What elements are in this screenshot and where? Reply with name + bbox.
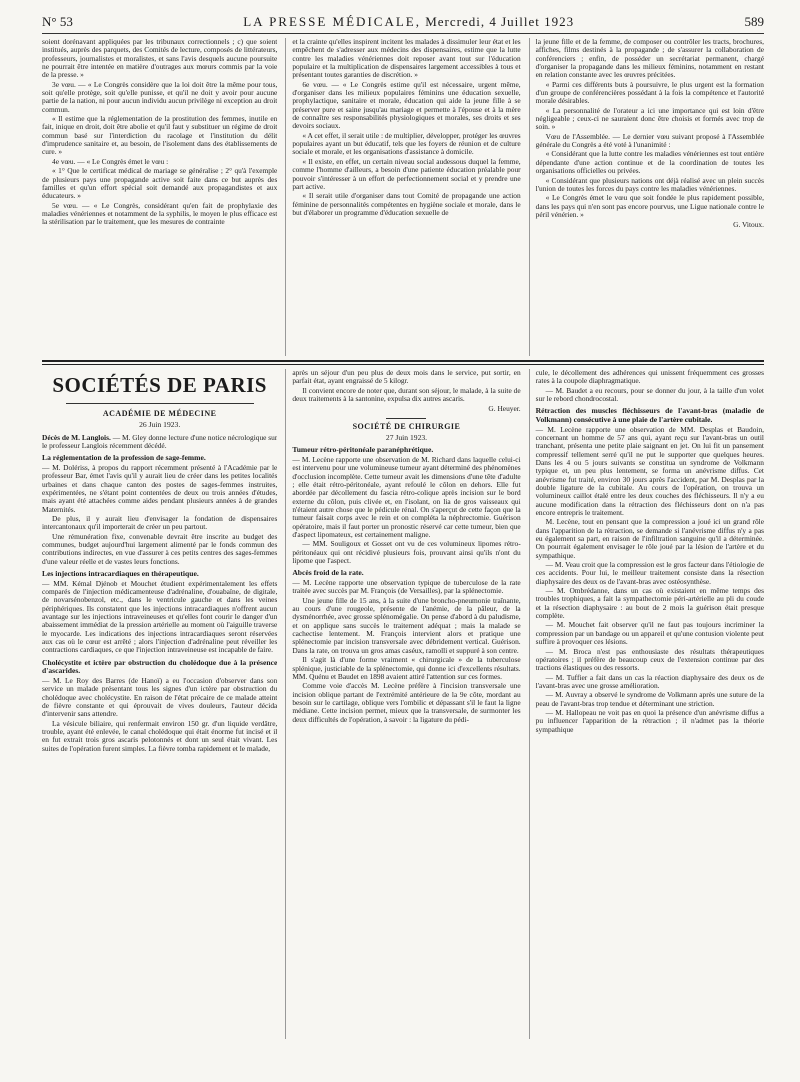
paragraph: Comme voie d'accès M. Lecène préfère à l'incision transversale une incision oblique partant de l'extrémité antérieure de la 9e côte, mordant au besoin sur le cartilage, oblique vers l'ombilic et dépassant s'il le faut la ligne médiane. Cette incision permet, mieux que la transversale, de surmonter les deux difficultés de l'opération, à savoir : la ligature du pédi- bbox=[292, 681, 521, 724]
paragraph: « Considérant que plusieurs nations ont déjà réalisé avec un plein succès l'union de toutes les forces du pays contre les maladies vénériennes. bbox=[535, 175, 764, 193]
signature: G. Vitoux. bbox=[733, 220, 764, 230]
section-divider-thin bbox=[42, 364, 764, 365]
journal-name: LA PRESSE MÉDICALE, bbox=[243, 14, 421, 29]
paragraph: De plus, il y aurait lieu d'envisager la fondation de dispensaires intercantonaux qu'il importerait de créer un peu partout. bbox=[42, 514, 278, 532]
article-text: — M. Gley donne lecture d'une notice nécrologique sur le professeur Langlois récemment décédé. bbox=[42, 432, 278, 451]
session-date: 26 Juin 1923. bbox=[139, 420, 181, 430]
article-heading: Décès de M. Langlois. bbox=[42, 432, 111, 442]
society-title: SOCIÉTÉ DE CHIRURGIE bbox=[352, 421, 461, 431]
article-heading: La réglementation de la profession de sage-femme. bbox=[42, 453, 206, 463]
paragraph: — MM. Kémal Djénob et Mouchet étudient expérimentalement les effets comparés de l'injection médicamenteuse d'adrénaline, d'ouabaïne, de digitale, de novarsénobenzol, etc., dans le ventricule gauche et dans les veines périphériques. Ils constatent que les injections intracardiaques n'offrent aucun avantage sur les injections intraveineuses et qu'elles font courir le danger d'un abaissement immédiat de la pression artérielle au moment où l'aiguille traverse le myocarde. Les indications des injections intracardiaques seront réservées aux cas où le cœur est arrêté ; alors l'injection d'adrénaline peut réveiller les contractions cardiaques, ce que l'injection intraveineuse est incapable de faire. bbox=[42, 578, 278, 655]
paragraph: — M. Baudet a eu recours, pour se donner du jour, à la taille d'un volet sur le rebord chondrocostal. bbox=[535, 385, 764, 404]
paragraph: Vœu de l'Assemblée. — Le dernier vœu suivant proposé à l'Assemblée générale du Congrès a été voté à l'unanimité : bbox=[535, 131, 764, 150]
article-heading: Cholécystite et ictère par obstruction du cholédoque due à la présence d'ascarides. bbox=[42, 657, 278, 676]
paragraph: — M. Le Roy des Barres (de Hanoï) a eu l'occasion d'observer dans son service un malade présentant tous les signes d'un ictère par obstruction du cholédoque avec cholécystite. En raison de l'état précaire de ce malade atteint de fièvre constante et qui éprouvait de vives douleurs, l'auteur décida d'intervenir sans attendre. bbox=[42, 675, 278, 719]
bottom-column-1 bbox=[42, 369, 277, 1039]
journal-title-line bbox=[243, 14, 574, 30]
bottom-column-2 bbox=[285, 369, 520, 1039]
page-header bbox=[42, 14, 764, 34]
paragraph: Il s'agit là d'une forme vraiment « chirurgicale » de la tuberculose splénique, justiciable de la splénectomie, qui donne ici d'excellents résultats. MM. Quénu et Baudet en 1898 avaient attiré l'attention sur ces formes. bbox=[292, 655, 521, 681]
society-title: ACADÉMIE DE MÉDECINE bbox=[102, 409, 217, 418]
bottom-column-3 bbox=[529, 369, 764, 1039]
top-column-2 bbox=[285, 38, 520, 356]
top-columns bbox=[42, 38, 764, 356]
top-column-1 bbox=[42, 38, 277, 356]
short-rule bbox=[386, 418, 426, 419]
paragraph: — MM. Souligoux et Gosset ont vu de ces volumineux lipomes rétro-péritonéaux qui ont récidivé plusieurs fois, prouvant ainsi qu'ils n'ont du lipome que l'aspect. bbox=[292, 539, 521, 566]
paragraph: — M. Ombrédanne, dans un cas où existaient en même temps des troubles trophiques, a fait la sympathectomie péri-artérielle au pli du coude et la résection diaphysaire : au bout de 2 mois la guérison était presque complète. bbox=[535, 586, 764, 621]
top-column-3 bbox=[529, 38, 764, 356]
issue-date: Mercredi, 4 Juillet 1923 bbox=[425, 14, 575, 29]
paragraph: 5e vœu. — « Le Congrès, considérant qu'en fait de prophylaxie des maladies vénériennes et notamment de la syphilis, le moyen le plus efficace est la stérilisation par le traitement, que les mesures de contrainte bbox=[42, 200, 278, 227]
paragraph: — M. Mouchet fait observer qu'il ne faut pas toujours incriminer la compression par un bandage ou un appareil et qu'une contusion violente peut suffire à provoquer ces lésions. bbox=[535, 620, 764, 647]
page-number: 589 bbox=[744, 14, 764, 29]
signature: G. Heuyer. bbox=[488, 404, 521, 414]
issue-number: N° 53 bbox=[42, 14, 73, 29]
paragraph: soient dorénavant appliquées par les tribunaux correctionnels ; c) que soient institués, auprès des parquets, des Comités de lecture, composés de littérateurs, professeurs, journalistes et moralistes, et sans l'avis desquels aucune poursuite ne pourrait être intentée en matière d'outrages aux mœurs commis par la voie de la presse. » bbox=[42, 38, 278, 80]
paragraph: — M. Broca n'est pas enthousiaste des résultats thérapeutiques opératoires ; il préfère de beaucoup ceux de l'extension continue par des tractions élastiques ou des ressorts. bbox=[535, 646, 764, 673]
paragraph: — M. Lecène rapporte une observation de MM. Desplas et Baudoin, concernant un homme de 57 ans qui, ayant reçu sur l'avant-bras un outil tranchant, présenta une petite plaie saignant en jet. On lui fit un pansement compressif tellement serré qu'il ne put le supporter que quelques heures. Dans les 4 ou 5 jours suivants se constitua un syndrome de Volkmann typique et, un peu plus lentement, se forma un anévrisme diffus. Cet anévrisme fut traité, environ 30 jours après l'accident, par M. Desplas par la double ligature de la cubitale. Au cours de l'opération, on trouva un volumineux caillot étalé entre les deux couches des fléchisseurs. Il n'y a eu aucune modification dans la rétraction des fléchisseurs dont on n'a pas encore entrepris le traitement. bbox=[535, 424, 764, 517]
bottom-columns bbox=[42, 369, 764, 1039]
paragraph: — M. Lecène rapporte une observation typique de tuberculose de la rate traitée avec succès par M. François (de Versailles), par la splénectomie. bbox=[292, 578, 521, 596]
paragraph: « Il serait utile d'organiser dans tout Comité de propagande une action féminine de personnalités compétentes en hygiène sociale et morale, dans le but d'élaborer un programme d'éducation sexuelle de bbox=[292, 191, 521, 217]
paragraph: « 1° Que le certificat médical de mariage se généralise ; 2° qu'à l'exemple de plusieurs pays une propagande active soit faite dans ce but auprès des familles et qu'un effort spécial soit demandé aux propagandistes et aux éducateurs. » bbox=[42, 166, 278, 201]
paragraph: — M. Dolériss, à propos du rapport récemment présenté à l'Académie par le professeur Bar, émet l'avis qu'il y aurait lieu de créer dans les petites localités urbaines et dans chaque canton des postes de sages-femmes instruites, expérimentées, ne s'étant point contentées de deux ou trois années d'études, mais ayant été attachées comme aides pendant plusieurs années à de grandes Maternités. bbox=[42, 462, 278, 514]
article-heading: Abcès froid de la rate. bbox=[292, 568, 364, 578]
paragraph: et la crainte qu'elles inspirent incitent les malades à dissimuler leur état et les empêchent de s'adresser aux médecins des dispensaires, estime que la lutte contre les maladies vénériennes doit reposer avant tout sur l'éducation populaire et la multiplication de dispensaires largement accessibles à tous et présentant toutes garanties de discrétion. » bbox=[292, 38, 521, 80]
article-heading: Rétraction des muscles fléchisseurs de l'avant-bras (maladie de Volkmann) consécutive à une plaie de l'artère cubitale. bbox=[535, 406, 764, 424]
section-divider bbox=[42, 360, 764, 362]
session-date: 27 Juin 1923. bbox=[385, 433, 428, 443]
paragraph: Une rémunération fixe, convenable devrait être inscrite au budget des communes, budget aujourd'hui largement alimenté par le fonds commun des contributions indirectes, en vue d'assurer à ces petits centres des sages-femmes d'une valeur réelle et de vastes leurs fonctions. bbox=[42, 531, 278, 566]
paragraph: « Considérant que la lutte contre les maladies vénériennes est tout entière dépendante d'une action continue et de la coordination de toutes les organisations officielles ou privées. bbox=[535, 149, 764, 176]
paragraph: M. Lecène, tout en pensant que la compression a joué ici un grand rôle dans l'apparition de la rétraction, se demande si l'anévrisme diffus n'y a pas eu également sa part, en raison de l'infiltration sanguine qu'il a déterminée. On pourrait également envisager le rôle joué par la lésion de l'artère et du sympathique. bbox=[535, 517, 764, 560]
paragraph: cule, le décollement des adhérences qui unissent fréquemment ces grosses rates à la coupole diaphragmatique. bbox=[535, 369, 764, 386]
section-title: SOCIÉTÉS DE PARIS bbox=[52, 373, 267, 397]
paragraph: Une jeune fille de 15 ans, à la suite d'une broncho-pneumonie traînante, au cours d'une rougeole, présente de l'anémie, de la pâleur, de la dysménorrhée, avec grosse splénomégalie. On pense d'abord à du paludisme, et on applique sans succès le traitement adéquat ; mais la malade se cachectise lentement. M. François intervient alors et pratique une splénectomie par incision transversale avec débridement vertical. Guérison. Dans la rate, on trouva un gros amas caséux, ramolli et suppuré à son centre. bbox=[292, 595, 521, 655]
paragraph: « Parmi ces différents buts à poursuivre, le plus urgent est la formation d'un groupe de conférencières possédant à la fois la compétence et l'autorité morale désirables. bbox=[535, 79, 764, 106]
paragraph: « Il estime que la réglementation de la prostitution des femmes, inutile en fait, inique en droit, doit être abolie et qu'il faut y substituer un régime de droit commun basé sur l'interdiction du racolage et l'institution du délit d'imprudence sanitaire et, au besoin, de l'isolement dans des établissements de cure. » bbox=[42, 114, 278, 157]
article-heading: Les injections intracardiaques en thérapeutique. bbox=[42, 569, 199, 579]
paragraph: « La personnalité de l'orateur a ici une importance qui est loin d'être négligeable ; ceux-ci ne sauraient donc être choisis et formés avec trop de soin. » bbox=[535, 105, 764, 132]
paragraph: « A cet effet, il serait utile : de multiplier, développer, protéger les œuvres populaires ayant un but éducatif, tels que les foyers de réunion et de culture sociale et morale, et les organisations d'assistance à domicile. bbox=[292, 130, 521, 157]
paragraph: « Il existe, en effet, un certain niveau social audessous duquel la femme, comme l'homme d'ailleurs, a besoin d'une patiente éducation préalable pour pouvoir s'intéresser à un effort de perfectionnement social et y prendre une part active. bbox=[292, 156, 521, 191]
paragraph: 3e vœu. — « Le Congrès considère que la loi doit être la même pour tous, soit qu'elle protège, soit qu'elle punisse, et qu'il ne doit y avoir pour aucune partie de la nation, ni pour aucun individu aucun privilège ni exception au droit commun. bbox=[42, 79, 278, 114]
paragraph: — M. Auvray a observé le syndrome de Volkmann après une suture de la peau de l'avant-bras trop tendue et déterminant une striction. bbox=[535, 690, 764, 708]
article-heading: Tumeur rétro-péritonéale paranéphrétique. bbox=[292, 445, 434, 455]
paragraph: après un séjour d'un peu plus de deux mois dans le service, put sortir, en parfait état, ayant engraissé de 5 kilogr. bbox=[292, 369, 521, 386]
paragraph: Il convient encore de noter que, durant son séjour, le malade, à la suite de deux traitements à la santonine, expulsa dix autres ascaris. bbox=[292, 385, 521, 404]
paragraph: 6e vœu. — « Le Congrès estime qu'il est nécessaire, urgent même, d'organiser dans les milieux populaires féminins une éducation sexuelle, prophylactique, sanitaire et morale, éducation qui aide la jeune fille à se préserver pure et saine jusqu'au mariage et permette à l'épouse et à la mère de connaître ses responsabilités physiologiques et morales, ses droits et ses devoirs sociaux. bbox=[292, 79, 521, 131]
paragraph: la jeune fille et de la femme, de composer ou contrôler les tracts, brochures, affiches, films destinés à la propagande ; de s'assurer la collaboration de conférenciers ; enfin, de posséder un secrétariat permanent, chargé d'organiser la propagande dans les milieux féminins, notamment en restant en relation constante avec les œuvres précitées. bbox=[535, 38, 764, 80]
paragraph: 4e vœu. — « Le Congrès émet le vœu : bbox=[52, 156, 169, 166]
paragraph: « Le Congrès émet le vœu que soit fondée le plus rapidement possible, dans les pays qui n'en sont pas encore pourvus, une Ligue nationale contre le péril vénérien. » bbox=[535, 193, 764, 219]
paragraph: — M. Lecène rapporte une observation de M. Richard dans laquelle celui-ci est intervenu pour une volumineuse tumeur ayant déterminé des phénomènes d'occlusion incomplète. Cette tumeur avait les dimensions d'une tête d'adulte ; elle était rétro-péritonéale, ayant refoulé le côlon en dehors. Elle fut abordée par décollement du fascia rétro-colique après incision sur le bord externe du côlon, puis clivée et, en l'isolant, on lia de gros vaisseaux qui n'étaient autre chose que le pédicule rénal. On s'aperçut de cette façon que la tumeur faisait corps avec le rein et on compléta la néphrectomie. Guérison opératoire, mais il faut porter un pronostic réservé car cette tumeur, bien que d'aspect lipomateux, est certainement maligne. bbox=[292, 455, 521, 540]
paragraph: — M. Tuffier a fait dans un cas la réaction diaphysaire des deux os de l'avant-bras avec une grosse amélioration. bbox=[535, 672, 764, 690]
paragraph: — M. Veau croit que la compression est le gros facteur dans l'étiologie de ces accidents. Pour lui, le meilleur traitement consiste dans la résection diaphysaire des deux os de l'avant-bras avec ostéosynthèse. bbox=[535, 560, 764, 586]
paragraph: — M. Hallopeau ne voit pas en quoi la présence d'un anévrisme diffus a pu influencer l'apparition de la rétraction ; il n'admet pas la théorie sympathique bbox=[535, 707, 764, 734]
title-rule bbox=[66, 403, 254, 404]
paragraph: La vésicule biliaire, qui renfermait environ 150 gr. d'un liquide verdâtre, trouble, ayant été enlevée, le canal cholédoque qui était énorme fut incisé et il en fut extrait trois gros ascaris pelotonnés et dont un seul était vivant. Les suites de l'opération furent simples. La fièvre tomba rapidement et le malade, bbox=[42, 718, 278, 753]
